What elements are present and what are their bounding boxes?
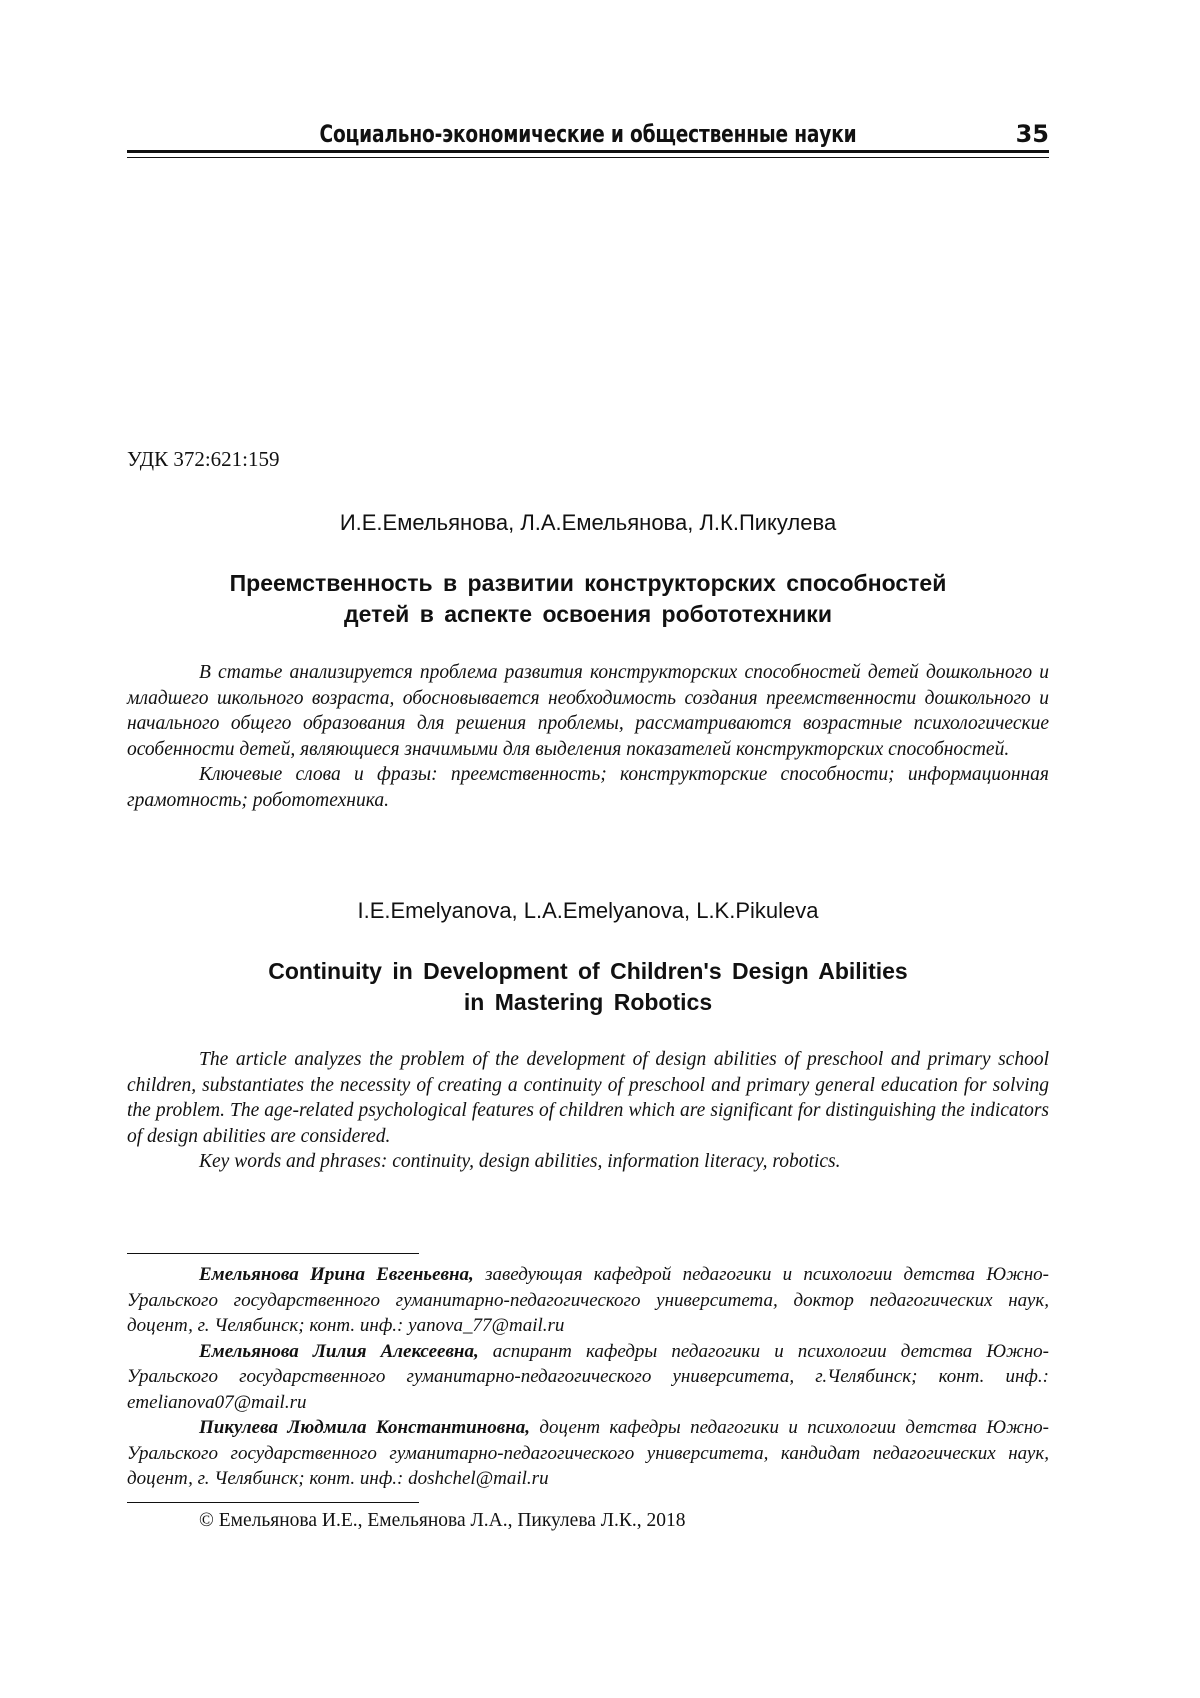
keywords-en: Key words and phrases: continuity, design abilities, information literacy, robotics.: [199, 1151, 841, 1172]
copyright-line: © Емельянова И.Е., Емельянова Л.А., Пикулева Л.К., 2018: [199, 1510, 686, 1531]
footnote-author-info: заведующая кафедрой педагогики и психологии детства Южно-Уральского государственного гуманитарно-педагогического университета, доктор педагогических наук, доцент, г. Челябинск; конт. инф.: yanova_77@mail.ru: [127, 1264, 1049, 1336]
title-ru-line2: детей в аспекте освоения робототехники: [344, 601, 832, 627]
page-number: 35: [1015, 120, 1049, 148]
article-title-en: [127, 956, 1049, 1018]
keywords-ru: Ключевые слова и фразы: преемственность; конструкторские способности; информационная грамотность; робототехника.: [127, 764, 1049, 811]
section-title: Социально-экономические и общественные науки: [319, 120, 857, 148]
footnote-author-name: Емельянова Ирина Евгеньевна,: [199, 1264, 474, 1285]
footnote-author-name: Емельянова Лилия Алексеевна,: [199, 1340, 479, 1362]
abstract-en: [127, 1047, 1049, 1175]
udk-code: УДК 372:621:159: [127, 447, 280, 471]
author-footnotes: [127, 1262, 1049, 1492]
footnote-item: [127, 1415, 1049, 1492]
abstract-ru-text: В статье анализируется проблема развития конструкторских способностей детей дошкольного и младшего школьного возраста, обосновывается необходимость создания преемственности дошкольного и начального общего образования для решения проблемы, рассматриваются возрастные психологические особенности детей, являющиеся значимыми для выделения показателей конструкторских способностей.: [127, 662, 1049, 760]
running-header: [127, 120, 1049, 160]
header-rule-thin: [127, 157, 1049, 158]
footnote-item: [127, 1262, 1049, 1339]
header-rule-thick: [127, 150, 1049, 153]
footnote-item: [127, 1339, 1049, 1416]
article-title-ru: [127, 568, 1049, 630]
footnote-author-info: аспирант кафедры педагогики и психологии детства Южно-Уральского государственного гуманитарно-педагогического университета, г.Челябинск; конт. инф.: emelianova07@mail.ru: [127, 1340, 1049, 1413]
abstract-ru: [127, 660, 1049, 813]
title-en-line1: Continuity in Development of Children's Design Abilities: [268, 958, 908, 984]
authors-ru: И.Е.Емельянова, Л.А.Емельянова, Л.К.Пикулева: [339, 510, 837, 535]
abstract-en-text: The article analyzes the problem of the development of design abilities of preschool and primary school children, substantiates the necessity of creating a continuity of preschool and primary general education for solving the problem. The age-related psychological features of children which are significant for distinguishing the indicators of design abilities are considered.: [127, 1049, 1049, 1147]
footnote-author-info: доцент кафедры педагогики и психологии детства Южно-Уральского государственного гуманитарно-педагогического университета, кандидат педагогических наук, доцент, г. Челябинск; конт. инф.: doshchel@mail.ru: [127, 1417, 1049, 1489]
footnote-author-name: Пикулева Людмила Константиновна,: [199, 1417, 531, 1438]
footnote-divider: [127, 1253, 419, 1254]
title-en-line2: in Mastering Robotics: [463, 989, 713, 1015]
title-ru-line1: Преемственность в развитии конструкторских способностей: [229, 570, 947, 596]
authors-en: I.E.Emelyanova, L.A.Emelyanova, L.K.Pikuleva: [357, 898, 819, 923]
copyright-divider: [127, 1502, 419, 1503]
